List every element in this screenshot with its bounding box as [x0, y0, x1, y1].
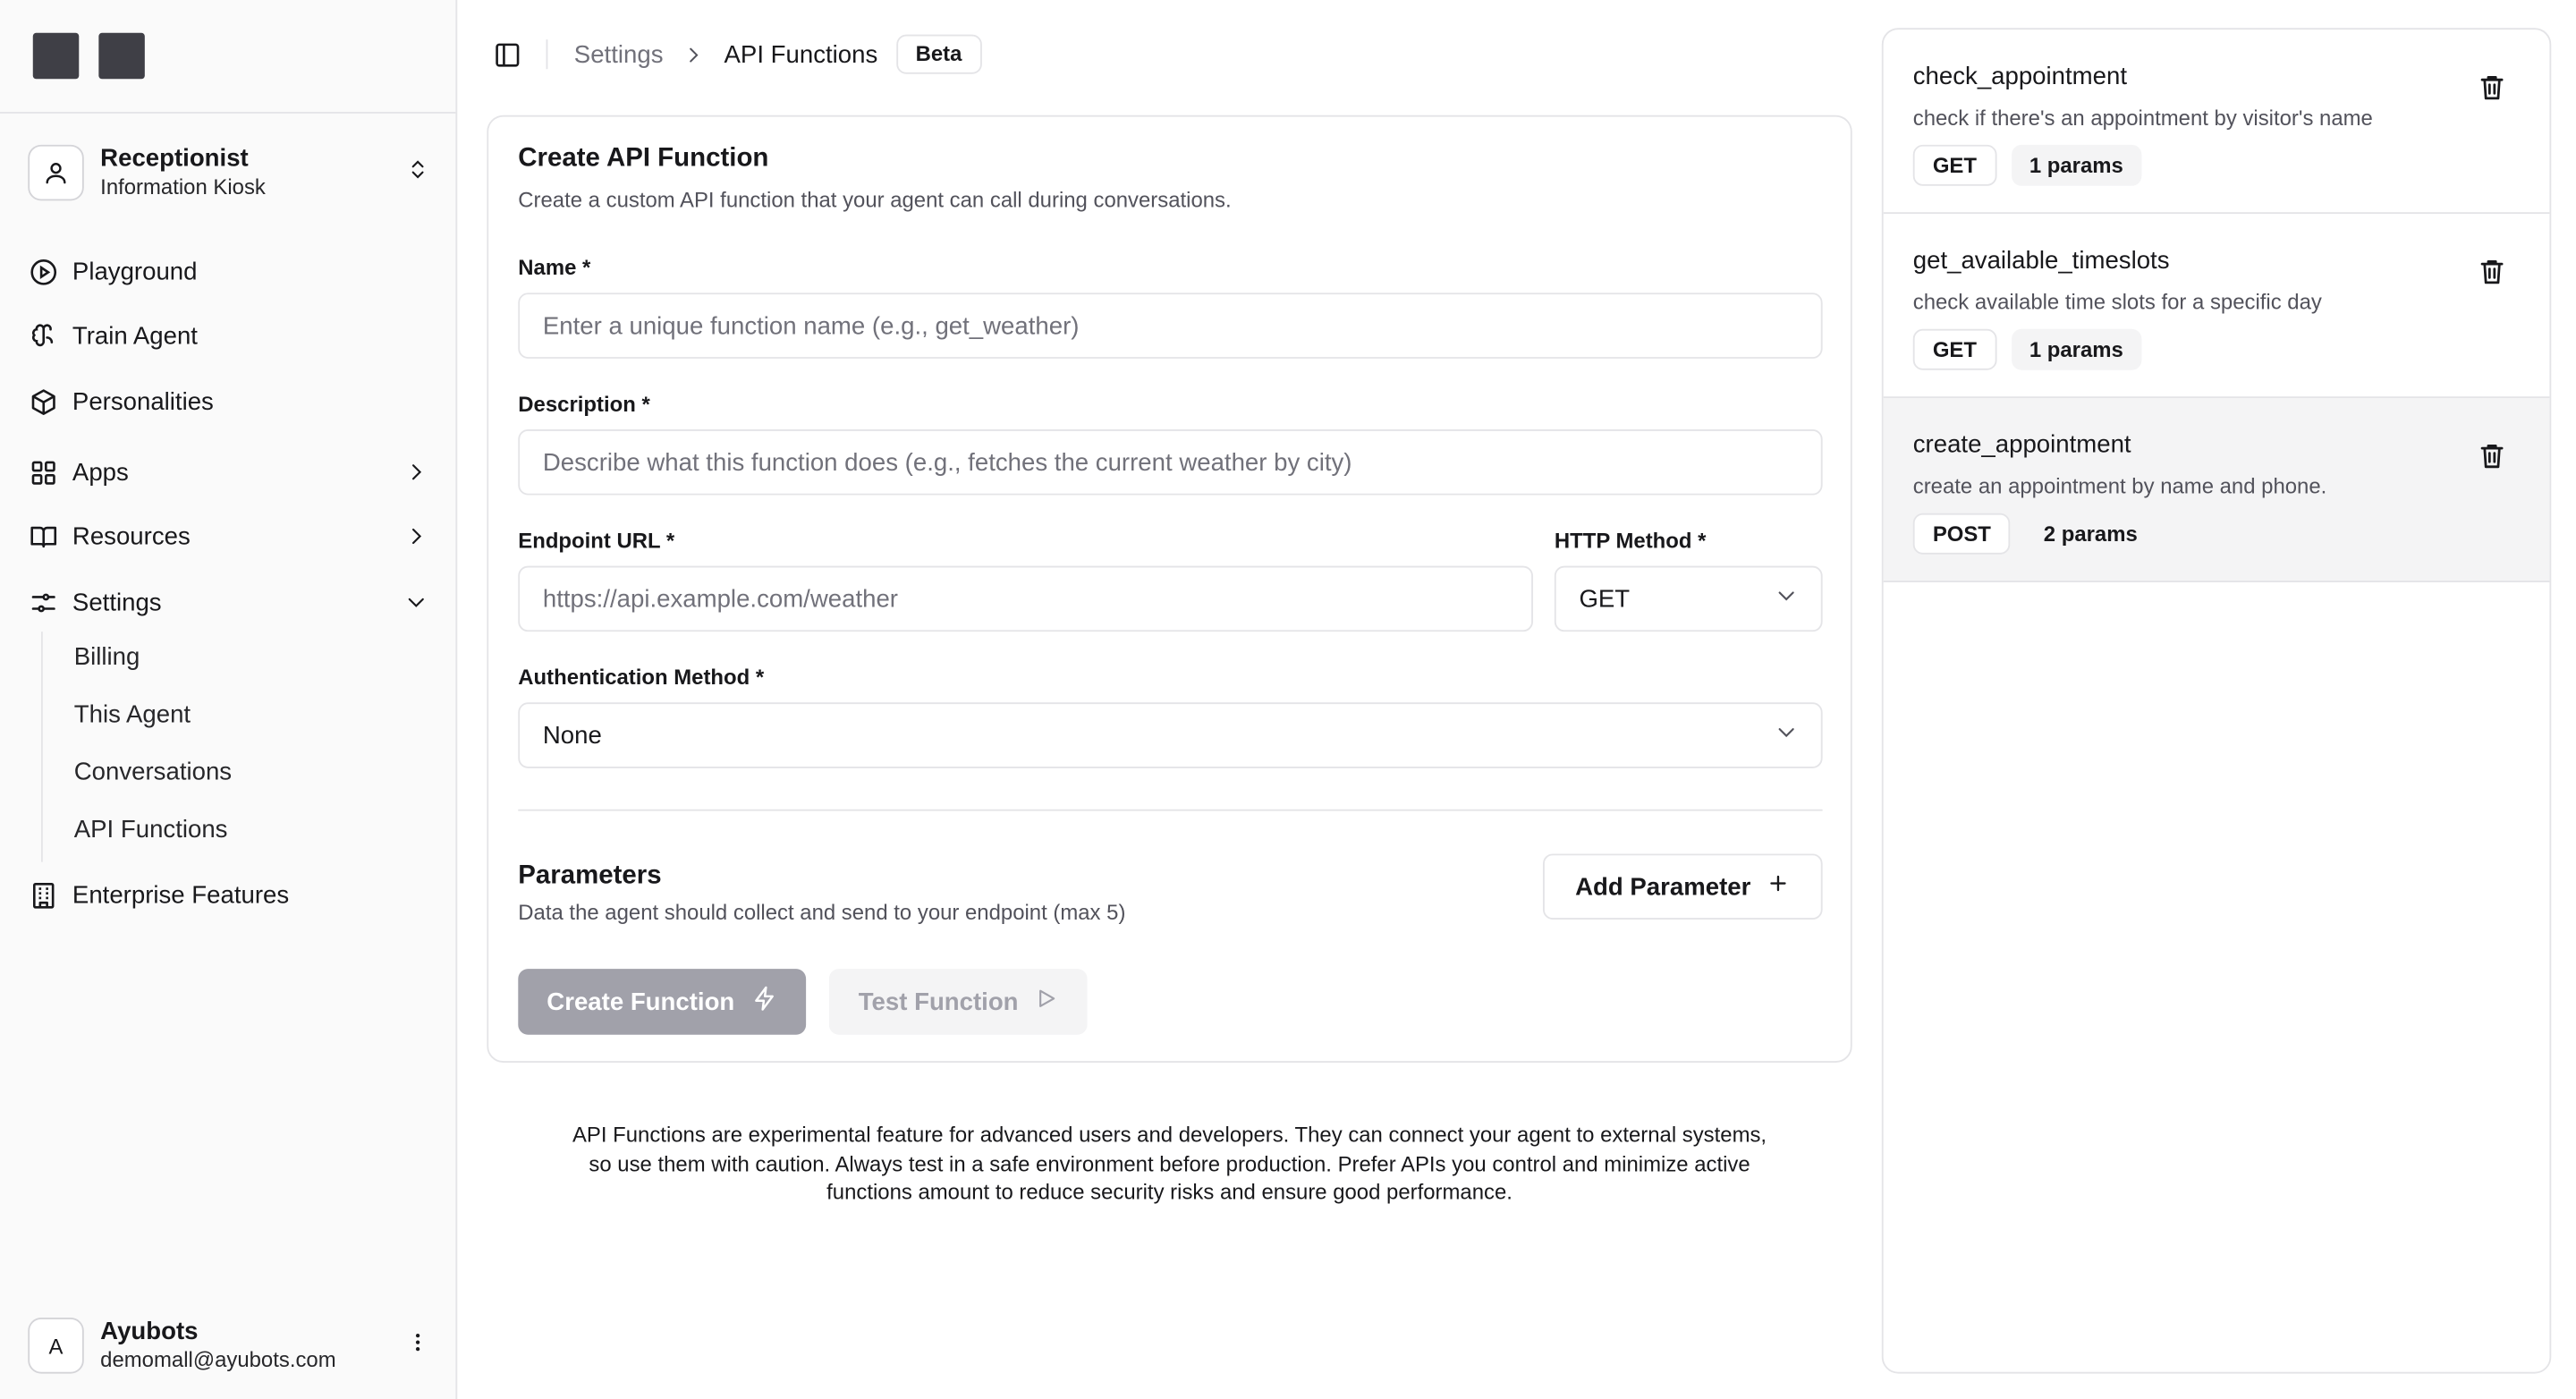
auth-method-value: None: [542, 721, 602, 750]
auth-method-select[interactable]: [518, 702, 1822, 768]
function-description: check if there's an appointment by visitor's name: [1912, 105, 2373, 131]
function-item[interactable]: [1884, 30, 2550, 214]
create-function-label: Create Function: [547, 988, 735, 1016]
name-input[interactable]: [518, 293, 1822, 359]
sidebar-item-settings[interactable]: [28, 579, 429, 624]
trash-icon[interactable]: [2478, 257, 2507, 286]
add-parameter-label: Add Parameter: [1575, 872, 1751, 901]
card-description: Create a custom API function that your agent can call during conversations.: [518, 187, 1232, 213]
parameters-description: Data the agent should collect and send to your endpoint (max 5): [518, 899, 1126, 925]
sidebar: [0, 0, 457, 1399]
sidebar-item-label: Train Agent: [72, 321, 198, 350]
create-function-card: [487, 115, 1852, 1063]
sidebar-subitem-this-agent[interactable]: This Agent: [73, 700, 191, 729]
book-icon: [28, 521, 57, 551]
chevron-down-icon: [403, 589, 429, 615]
plus-icon: [1767, 872, 1791, 902]
function-description: check available time slots for a specific day: [1912, 289, 2322, 315]
chevron-down-icon: [1775, 584, 1798, 614]
disclaimer-text: API Functions are experimental feature for advanced users and developers. They can connect your agent to external systems, so use them with caution. Always test in a safe environment before production. Prefer APIs you control and minimize active functions amount to reduce security risks and ensure good performance.: [572, 1122, 1767, 1205]
user-icon: [28, 145, 84, 201]
logo-area: [0, 0, 455, 114]
params-badge: 1 params: [2012, 145, 2141, 186]
functions-list: [1882, 28, 2551, 1373]
chevron-right-icon: [403, 523, 429, 549]
brain-icon: [28, 321, 57, 351]
create-function-button[interactable]: [518, 969, 806, 1035]
sidebar-item-label: Resources: [72, 521, 191, 551]
sidebar-item-enterprise-features[interactable]: [28, 872, 429, 918]
sidebar-item-playground[interactable]: [28, 249, 429, 294]
play-circle-icon: [28, 257, 57, 286]
sidebar-item-label: Playground: [72, 257, 198, 286]
chevron-right-icon: [683, 44, 705, 65]
trash-icon[interactable]: [2478, 441, 2507, 471]
main-content: [457, 0, 1882, 1399]
add-parameter-button[interactable]: [1543, 853, 1823, 920]
box-icon: [28, 386, 57, 416]
avatar: A: [28, 1318, 84, 1374]
http-method-label: HTTP Method *: [1554, 528, 1707, 553]
page-title: API Functions: [724, 40, 878, 69]
chevron-right-icon: [403, 459, 429, 485]
auth-method-label: Authentication Method *: [518, 664, 765, 690]
params-badge: 2 params: [2043, 521, 2138, 547]
play-icon: [1035, 987, 1058, 1016]
trash-icon[interactable]: [2478, 72, 2507, 102]
divider: [518, 810, 1822, 811]
logo-icon: [33, 33, 79, 79]
breadcrumb-settings[interactable]: Settings: [573, 40, 664, 69]
status-badge: Beta: [896, 35, 982, 74]
function-description: create an appointment by name and phone.: [1912, 473, 2327, 499]
agent-subtitle: Information Kiosk: [100, 174, 266, 199]
sidebar-item-label: Enterprise Features: [72, 880, 290, 910]
sliders-icon: [28, 588, 57, 617]
sidebar-toggle-icon[interactable]: [490, 38, 523, 71]
logo-icon: [98, 33, 144, 79]
more-vertical-icon[interactable]: [406, 1328, 429, 1363]
endpoint-url-input[interactable]: [518, 566, 1533, 632]
sidebar-subitem-api-functions[interactable]: API Functions: [73, 816, 228, 844]
chevrons-up-down-icon: [406, 157, 429, 189]
sidebar-item-train-agent[interactable]: [28, 312, 429, 358]
function-name: check_appointment: [1912, 62, 2127, 91]
parameters-title: Parameters: [518, 861, 662, 890]
http-method-select[interactable]: [1555, 566, 1823, 632]
http-method-value: GET: [1579, 584, 1631, 614]
sidebar-item-apps[interactable]: [28, 449, 429, 495]
description-label: Description *: [518, 391, 650, 417]
function-name: create_appointment: [1912, 430, 2131, 460]
function-item[interactable]: [1884, 398, 2550, 582]
zap-icon: [751, 986, 777, 1019]
method-badge: GET: [1913, 329, 1996, 370]
function-name: get_available_timeslots: [1912, 246, 2170, 276]
sidebar-item-resources[interactable]: [28, 513, 429, 559]
user-menu[interactable]: [28, 1316, 429, 1375]
params-badge: 1 params: [2012, 329, 2141, 370]
user-email: demomall@ayubots.com: [100, 1347, 336, 1372]
endpoint-url-label: Endpoint URL *: [518, 528, 675, 553]
chevron-down-icon: [1775, 720, 1798, 750]
sidebar-item-label: Settings: [72, 588, 162, 616]
settings-subnav: [41, 632, 429, 861]
breadcrumb: [490, 31, 981, 77]
name-label: Name *: [518, 255, 591, 280]
agent-switcher[interactable]: [28, 138, 429, 207]
sidebar-subitem-billing[interactable]: Billing: [73, 643, 140, 672]
divider: [547, 39, 548, 69]
function-item[interactable]: [1884, 214, 2550, 398]
sidebar-item-label: Apps: [72, 458, 129, 487]
user-name: Ayubots: [100, 1318, 199, 1346]
building-icon: [28, 880, 57, 910]
agent-name: Receptionist: [100, 144, 249, 174]
sidebar-item-personalities[interactable]: [28, 378, 429, 424]
sidebar-subitem-conversations[interactable]: Conversations: [73, 758, 233, 787]
test-function-button[interactable]: [829, 969, 1088, 1035]
method-badge: POST: [1913, 513, 2011, 555]
method-badge: GET: [1913, 145, 1996, 186]
description-input[interactable]: [518, 429, 1822, 496]
grid-icon: [28, 457, 57, 487]
sidebar-item-label: Personalities: [72, 387, 214, 416]
test-function-label: Test Function: [858, 988, 1019, 1016]
card-title: Create API Function: [518, 144, 769, 174]
